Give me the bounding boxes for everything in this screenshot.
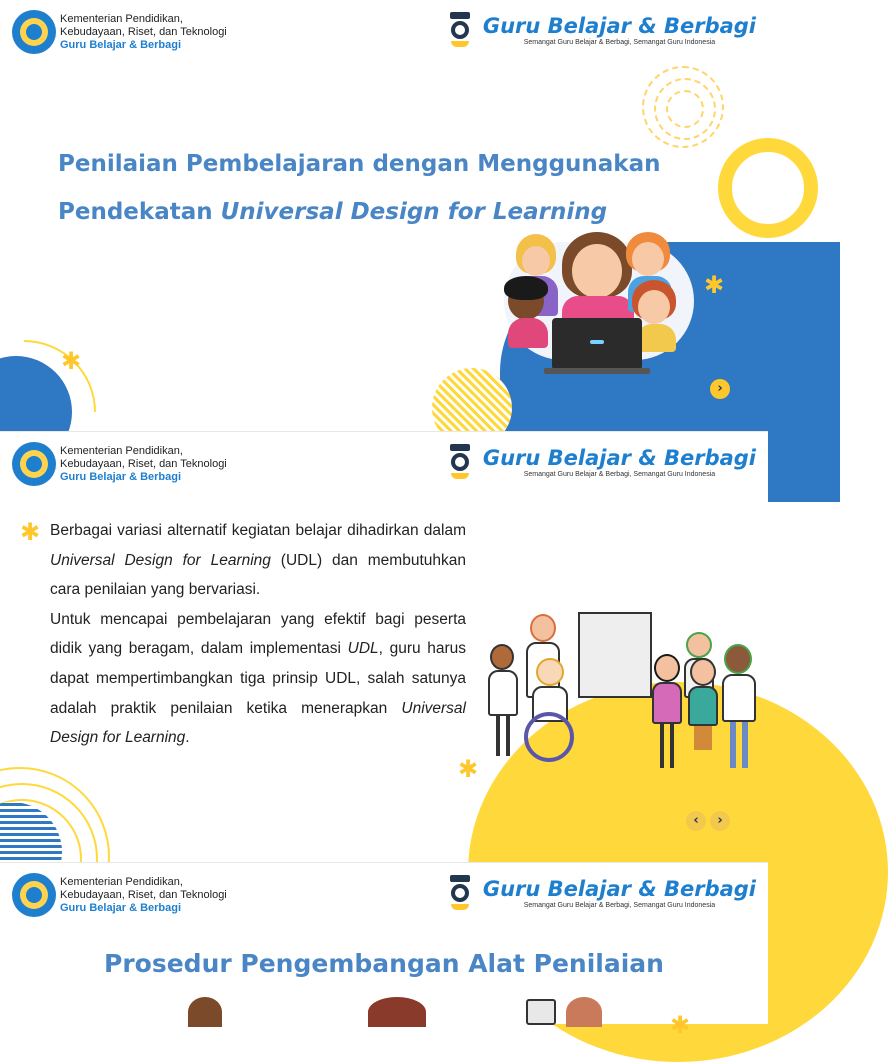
brand-tagline: Semangat Guru Belajar & Berbagi, Semangat Guru Indonesia — [523, 39, 716, 46]
brand-tagline: Semangat Guru Belajar & Berbagi, Semangat Guru Indonesia — [523, 902, 716, 909]
ministry-header — [12, 873, 227, 917]
brand-header — [447, 875, 756, 911]
previous-slide-button[interactable]: ‹ — [686, 811, 706, 831]
ministry-name — [60, 876, 227, 915]
star-icon: ✱ — [458, 755, 479, 783]
star-icon: ✱ — [61, 347, 82, 375]
star-icon: ✱ — [704, 271, 725, 299]
yellow-ring-decoration — [718, 138, 818, 238]
ministry-header — [12, 10, 227, 54]
ministry-program: Guru Belajar & Berbagi — [60, 470, 182, 483]
paragraph-1: Berbagai variasi alternatif kegiatan belajar dihadirkan dalam Universal Design for Learning (UDL) dan membutuhkan cara penilaian yang bervariasi. — [50, 522, 466, 599]
whiteboard-illustration — [578, 612, 652, 698]
wheelchair-illustration — [524, 712, 574, 762]
graduation-cap-logo-icon — [447, 12, 473, 48]
brand-title: Guru Belajar & Berbagi — [482, 14, 756, 38]
ministry-line-2: Kebudayaan, Riset, dan Teknologi — [60, 25, 227, 38]
brand-header — [447, 12, 756, 48]
ministry-name — [60, 13, 227, 52]
tablet-illustration — [526, 999, 556, 1025]
brand-tagline: Semangat Guru Belajar & Berbagi, Semangat Guru Indonesia — [523, 471, 716, 478]
person-head-illustration — [566, 997, 602, 1027]
person-head-illustration — [188, 997, 222, 1027]
ministry-program: Guru Belajar & Berbagi — [60, 38, 182, 51]
brand-title: Guru Belajar & Berbagi — [482, 877, 756, 901]
title-line-1: Penilaian Pembelajaran dengan Menggunakan — [58, 151, 661, 177]
ministry-line-1: Kementerian Pendidikan, — [60, 875, 183, 888]
ministry-line-2: Kebudayaan, Riset, dan Teknologi — [60, 888, 227, 901]
title-line-2-plain: Pendekatan — [58, 199, 221, 225]
title-line-2-italic: Universal Design for Learning — [220, 199, 608, 225]
ministry-logo-icon — [12, 10, 56, 54]
ministry-logo-icon — [12, 442, 56, 486]
next-slide-button[interactable]: › — [710, 811, 730, 831]
graduation-cap-logo-icon — [447, 875, 473, 911]
dotted-circle-decoration — [642, 66, 724, 148]
ministry-line-2: Kebudayaan, Riset, dan Teknologi — [60, 457, 227, 470]
ministry-logo-icon — [12, 873, 56, 917]
slide-1-title — [58, 140, 698, 236]
slide-1 — [0, 0, 768, 431]
slide-3 — [0, 862, 768, 1039]
ministry-line-1: Kementerian Pendidikan, — [60, 12, 183, 25]
yellow-arc-decoration — [24, 340, 96, 412]
ministry-line-1: Kementerian Pendidikan, — [60, 444, 183, 457]
ministry-program: Guru Belajar & Berbagi — [60, 901, 182, 914]
ministry-header — [12, 442, 227, 486]
slide-2 — [0, 431, 768, 862]
udl-explanation-text — [50, 516, 466, 753]
brand-title: Guru Belajar & Berbagi — [482, 446, 756, 470]
ministry-name — [60, 445, 227, 484]
next-slide-button[interactable]: › — [710, 379, 730, 399]
star-icon: ✱ — [670, 1011, 691, 1039]
brand-header — [447, 444, 756, 480]
students-with-laptop-illustration — [500, 228, 700, 378]
paragraph-2: Untuk mencapai pembelajaran yang efektif bagi peserta didik yang beragam, dalam implementasi UDL, guru harus dapat mempertimbangkan tiga prinsip UDL, salah satunya adalah praktik penilaian ketika menerapkan Universal Design for Learning. — [50, 610, 467, 747]
star-icon: ✱ — [20, 518, 41, 546]
slide-3-title: Prosedur Pengembangan Alat Penilaian — [104, 949, 664, 978]
graduation-cap-logo-icon — [447, 444, 473, 480]
person-head-illustration — [368, 997, 426, 1027]
